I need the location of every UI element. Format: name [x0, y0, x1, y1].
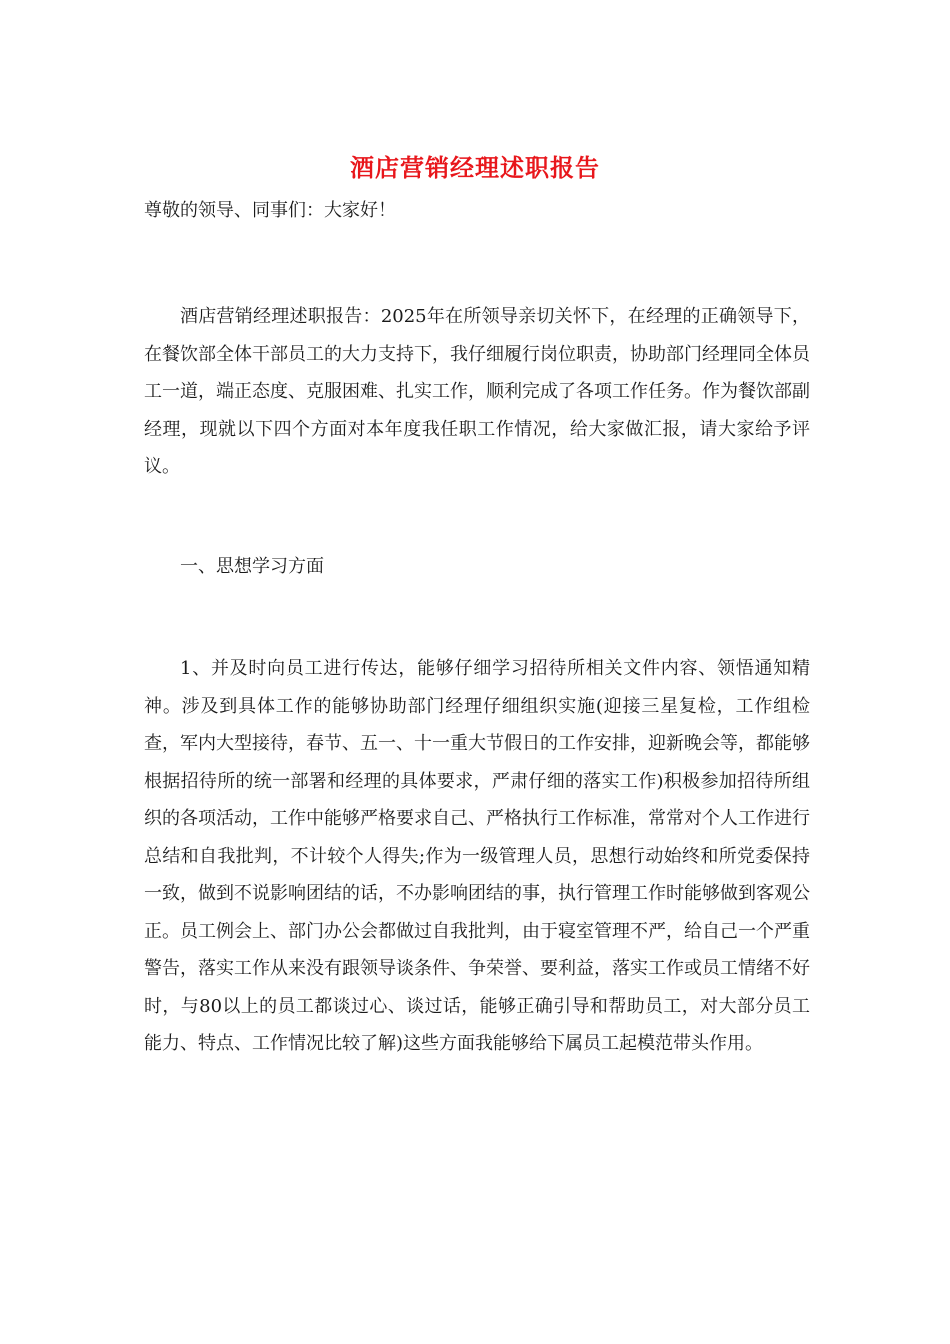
intro-paragraph: 酒店营销经理述职报告：2025年在所领导亲切关怀下，在经理的正确领导下，在餐饮部全体干部员工的大力支持下，我仔细履行岗位职责，协助部门经理同全体员工一道，端正态度、克服困难、扎实工作，顺利完成了各项工作任务。作为餐饮部副经理，现就以下四个方面对本年度我任职工作情况，给大家做汇报，请大家给予评议。 — [144, 306, 810, 477]
section-heading: 一、思想学习方面 — [180, 556, 324, 577]
document-title: 酒店营销经理述职报告 — [350, 153, 600, 182]
item-paragraph: 1、并及时向员工进行传达，能够仔细学习招待所相关文件内容、领悟通知精神。涉及到具体工作的能够协助部门经理仔细组织实施(迎接三星复检，工作组检查，军内大型接待，春节、五一、十一重大节假日的工作安排，迎新晚会等，都能够根据招待所的统一部署和经理的具体要求，严肃仔细的落实工作)积极参加招待所组织的各项活动，工作中能够严格要求自己、严格执行工作标准，常常对个人工作进行总结和自我批判，不计较个人得失;作为一级管理人员，思想行动始终和所党委保持一致，做到不说影响团结的话，不办影响团结的事，执行管理工作时能够做到客观公正。员工例会上、部门办公会都做过自我批判，由于寝室管理不严，给自己一个严重警告，落实工作从来没有跟领导谈条件、争荣誉、要利益，落实工作或员工情绪不好时，与80以上的员工都谈过心、谈过话，能够正确引导和帮助员工，对大部分员工能力、特点、工作情况比较了解)这些方面我能够给下属员工起模范带头作用。 — [144, 658, 810, 1054]
greeting-line: 尊敬的领导、同事们：大家好！ — [144, 200, 396, 221]
